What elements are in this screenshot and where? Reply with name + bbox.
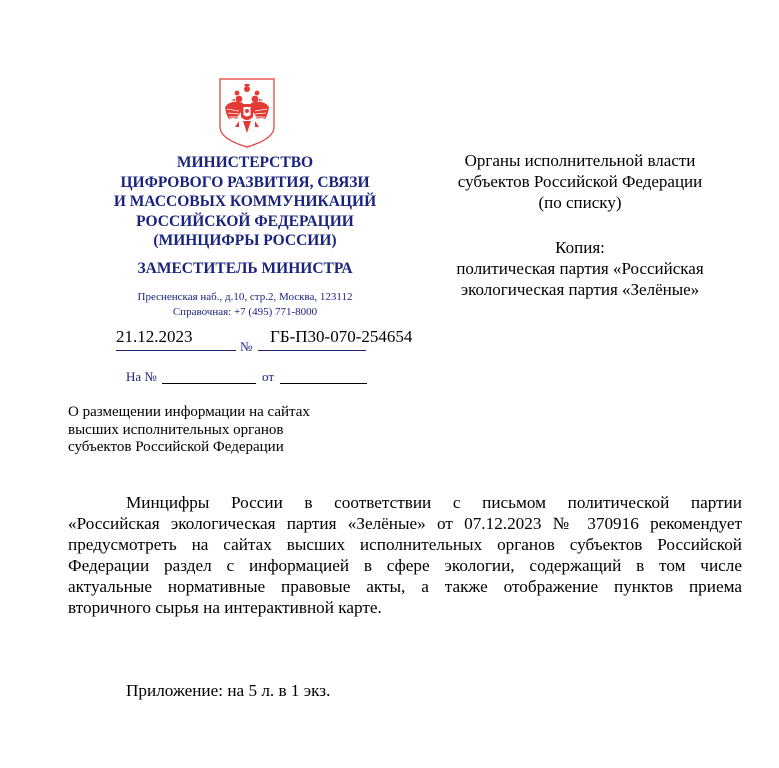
registration-number: ГБ-П30-070-254654	[270, 327, 413, 346]
number-underline	[258, 350, 366, 351]
number-sign: №	[240, 339, 253, 354]
reference-number-blank	[162, 383, 256, 384]
registration-date: 21.12.2023	[116, 327, 193, 346]
double-headed-eagle-icon	[217, 77, 277, 149]
body-line: вторичного сырья на интерактивной карте.	[68, 597, 382, 617]
ministry-line: ЦИФРОВОГО РАЗВИТИЯ, СВЯЗИ	[120, 173, 370, 191]
coat-of-arms-emblem	[217, 77, 277, 149]
reference-date-label: от	[262, 369, 275, 384]
ministry-line: РОССИЙСКОЙ ФЕДЕРАЦИИ	[136, 212, 354, 230]
ministry-address	[100, 290, 390, 319]
subject-line: субъектов Российской Федерации	[68, 439, 284, 456]
letter-subject	[68, 404, 310, 457]
recipient-line: (по списку)	[538, 193, 622, 212]
reference-date-blank	[280, 383, 367, 384]
date-underline	[116, 350, 236, 351]
ministry-name	[100, 153, 390, 251]
letter-body	[68, 493, 742, 618]
ministry-line: И МАССОВЫХ КОММУНИКАЦИЙ	[113, 193, 377, 211]
ministry-line: (МИНЦИФРЫ РОССИИ)	[153, 232, 337, 250]
address-line: Пресненская наб., д.10, стр.2, Москва, 123112	[137, 291, 353, 303]
recipient-line: субъектов Российской Федерации	[457, 172, 703, 191]
subject-line: О размещении информации на сайтах	[68, 404, 310, 420]
copy-label: Копия:	[555, 238, 605, 257]
appendix-note: Приложение: на 5 л. в 1 экз.	[126, 681, 331, 700]
reference-row	[126, 369, 157, 385]
ministry-line: МИНИСТЕРСТВО	[176, 154, 314, 171]
body-line: «Российская экологическая партия «Зелёные» от 07.12.2023 № 370916 рекомендует	[68, 513, 742, 533]
copy-line: экологическая партия «Зелёные»	[460, 280, 700, 299]
body-line: Минцифры России в соответствии с письмом политической партии	[126, 493, 742, 512]
reference-number-label: На №	[126, 369, 157, 384]
body-line: Федерации раздел с информацией в сфере экологии, содержащий в том числе	[68, 555, 742, 575]
recipient-line: Органы исполнительной власти	[464, 151, 696, 170]
subject-line: высших исполнительных органов	[68, 421, 284, 438]
copy-line: политическая партия «Российская	[456, 259, 704, 278]
position-title: ЗАМЕСТИТЕЛЬ МИНИСТРА	[137, 260, 353, 277]
body-line: предусмотреть на сайтах высших исполнительных органов субъектов Российской	[68, 534, 742, 554]
phone-line: Справочная: +7 (495) 771-8000	[172, 305, 318, 318]
copy-recipient-block	[430, 237, 730, 300]
recipient-block	[430, 150, 730, 213]
body-line: актуальные нормативные правовые акты, а также отображение пунктов приема	[68, 576, 742, 596]
